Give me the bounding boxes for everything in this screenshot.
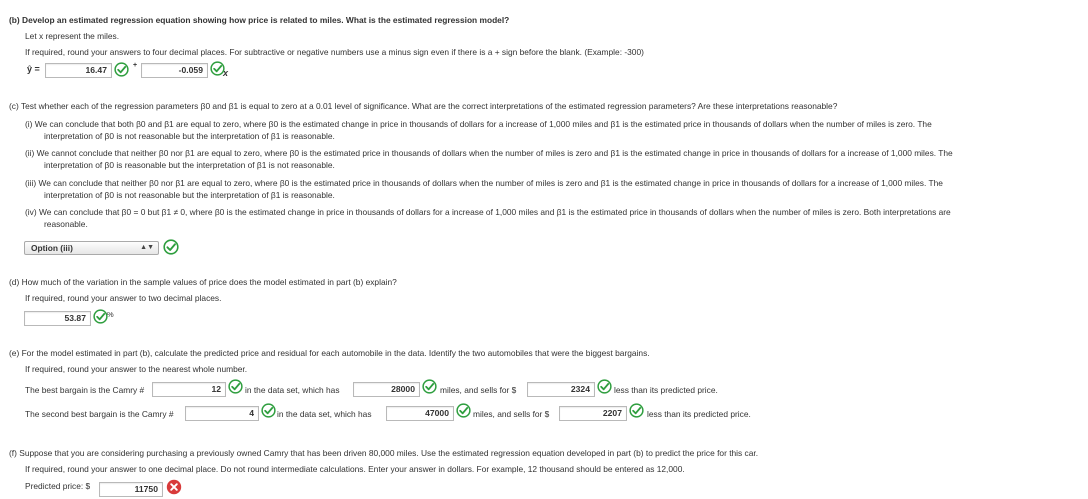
option-ii-line1: (ii) We cannot conclude that neither β0 nor β1 are equal to zero, where β0 is the estimated price in thousands of dollars when the number of miles is zero and β1 is the estimated change in price in thousands of dollars for a increase of 1,000 miles. The <box>25 148 953 158</box>
best-sells-text: miles, and sells for $ <box>440 385 517 395</box>
correct-check-icon <box>163 239 179 255</box>
option-select-value: Option (iii) <box>31 243 73 253</box>
option-iii-line1: (iii) We can conclude that neither β0 nor β1 are equal to zero, where β0 is the estimated price in thousands of dollars when the number of miles is zero and β1 is the estimated change in price in thousands of dollars for a increase of 1,000 miles. The <box>25 178 943 188</box>
plus-sign: + <box>133 62 138 69</box>
part-f-instructions: If required, round your answer to one decimal place. Do not round intermediate calculations. Enter your answer in dollars. For example, 12 thousand should be entered as 12,000. <box>25 464 685 474</box>
best-amount-input[interactable]: 2324 <box>527 382 595 397</box>
option-iv-line1: (iv) We can conclude that β0 = 0 but β1 ≠ 0, where β0 is the estimated change in price in thousands of dollars for a increase of 1,000 miles and β1 is the estimated price in thousands of dollars when the number of miles is zero. Both interpretations are <box>25 207 951 217</box>
yhat-label: ŷ = <box>27 64 40 74</box>
part-b-let-x: Let x represent the miles. <box>25 31 120 41</box>
part-e-question: (e) For the model estimated in part (b), calculate the predicted price and residual for each automobile in the data. Identify the two automobiles that were the biggest bargains. <box>9 348 650 358</box>
correct-check-icon <box>114 62 129 77</box>
best-suffix: less than its predicted price. <box>614 385 718 395</box>
second-amount-input[interactable]: 2207 <box>559 406 627 421</box>
correct-check-icon <box>629 403 644 418</box>
correct-check-icon <box>93 309 108 324</box>
second-camry-number-input[interactable]: 4 <box>185 406 259 421</box>
select-arrows-icon: ▲▼ <box>140 244 154 251</box>
option-i-line2: interpretation of β0 is not reasonable but the interpretation of β1 is reasonable. <box>44 131 335 141</box>
second-bargain-prefix: The second best bargain is the Camry # <box>25 409 174 419</box>
correct-check-icon <box>261 403 276 418</box>
option-iv-line2: reasonable. <box>44 219 88 229</box>
part-c-question: (c) Test whether each of the regression parameters β0 and β1 is equal to zero at a 0.01 level of significance. What are the correct interpretations of the estimated regression parameters? Are these interpretations reasonable? <box>9 101 838 111</box>
correct-check-icon <box>422 379 437 394</box>
intercept-input[interactable]: 16.47 <box>45 63 112 78</box>
slope-input[interactable]: -0.059 <box>141 63 208 78</box>
variation-percent-input[interactable]: 53.87 <box>24 311 91 326</box>
best-camry-number-input[interactable]: 12 <box>152 382 226 397</box>
best-bargain-prefix: The best bargain is the Camry # <box>25 385 145 395</box>
part-e-instructions: If required, round your answer to the nearest whole number. <box>25 364 248 374</box>
percent-unit: % <box>107 310 114 319</box>
option-ii-line2: interpretation of β0 is reasonable but the interpretation of β1 is not reasonable. <box>44 160 335 170</box>
correct-check-icon <box>597 379 612 394</box>
part-d-question: (d) How much of the variation in the sample values of price does the model estimated in part (b) explain? <box>9 277 397 287</box>
option-i-line1: (i) We can conclude that both β0 and β1 are equal to zero, where β0 is the estimated change in price in thousands of dollars for a increase of 1,000 miles and β1 is the estimated price in thousands of dollars when the number of miles is zero. The <box>25 119 932 129</box>
incorrect-x-icon <box>166 479 182 495</box>
best-mid-text: in the data set, which has <box>245 385 340 395</box>
second-suffix: less than its predicted price. <box>647 409 751 419</box>
best-miles-input[interactable]: 28000 <box>353 382 420 397</box>
part-d-instructions: If required, round your answer to two decimal places. <box>25 293 222 303</box>
second-sells-text: miles, and sells for $ <box>473 409 550 419</box>
predicted-price-input[interactable]: 11750 <box>99 482 163 497</box>
correct-check-icon <box>456 403 471 418</box>
option-select[interactable] <box>24 241 159 255</box>
part-f-question: (f) Suppose that you are considering purchasing a previously owned Camry that has been driven 80,000 miles. Use the estimated regression equation developed in part (b) to predict the price for this car. <box>9 448 759 458</box>
part-b-instructions: If required, round your answers to four decimal places. For subtractive or negative numbers use a minus sign even if there is a + sign before the blank. (Example: -300) <box>25 47 644 57</box>
correct-check-icon <box>228 379 243 394</box>
predicted-price-label: Predicted price: $ <box>25 481 91 491</box>
part-b-question: (b) Develop an estimated regression equation showing how price is related to miles. What is the estimated regression model? <box>9 15 510 25</box>
second-miles-input[interactable]: 47000 <box>386 406 454 421</box>
option-iii-line2: interpretation of β0 is not reasonable but the interpretation of β1 is reasonable. <box>44 190 335 200</box>
x-suffix: x <box>223 68 229 78</box>
second-mid-text: in the data set, which has <box>277 409 372 419</box>
